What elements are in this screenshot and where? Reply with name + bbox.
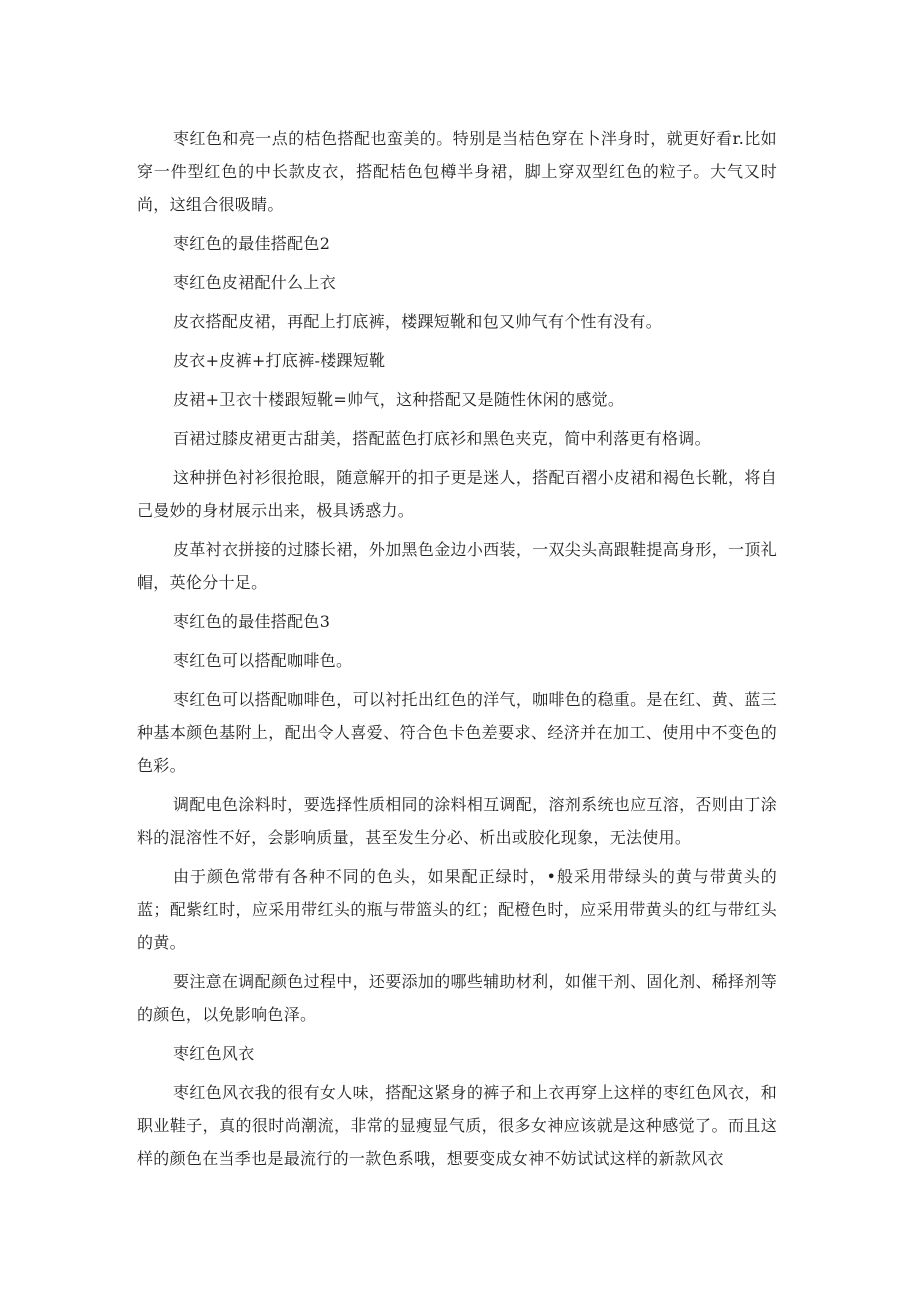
paragraph: 枣红色可以搭配咖啡色，可以衬托出红色的洋气，咖啡色的稳重。是在红、黄、蓝三种基本颜色基附上，配出令人喜爱、符合色卡色差要求、经济并在加工、使用中不变色的色彩。 — [137, 690, 777, 775]
subheading-trench-coat: 枣红色风衣 — [173, 1044, 255, 1063]
paragraph: 皮裙+卫衣十楼跟短靴=帅气，这种搭配又是随性休闲的感觉。 — [173, 390, 625, 409]
paragraph: 皮衣搭配皮裙，再配上打底裤，楼踝短靴和包又帅气有个性有没有。 — [173, 312, 663, 331]
paragraph-intro: 枣红色和亮一点的桔色搭配也蛮美的。特别是当桔色穿在卜泮身时，就更好看r.比如穿一件型红色的中长款皮衣，搭配桔色包樽半身裙，脚上穿双型红色的粒子。大气又时尚，这组合很吸睛。 — [137, 129, 777, 214]
paragraph: 调配电色涂料时，要选择性质相同的涂料相互调配，溶剂系统也应互溶，否则由丁涂料的混溶性不好，会影响质量，甚至发生分必、析出或胶化现象，无法使用。 — [137, 795, 777, 847]
paragraph: 这种拼色衬衫很抢眼，随意解开的扣子更是迷人，搭配百褶小皮裙和褐色长靴，将自己曼妙的身材展示出来，极具诱惑力。 — [137, 468, 777, 520]
paragraph: 皮革衬衣拼接的过膝长裙，外加黑色金边小西装，一双尖头高跟鞋提高身形，一顶礼帽，英伦分十足。 — [137, 540, 777, 592]
section-heading-3: 枣红色的最佳搭配色3 — [173, 612, 331, 631]
paragraph: 由于颜色常带有各种不同的色头，如果配正绿时，•般采用带绿头的黄与带黄头的蓝；配紫红时，应采用带红头的瓶与带篮头的红；配橙色时，应采用带黄头的红与带红头的黄。 — [137, 867, 777, 952]
subheading-coffee: 枣红色可以搭配咖啡色。 — [173, 651, 353, 670]
paragraph: 百裙过膝皮裙更古甜美，搭配蓝色打底衫和黑色夹克，简中利落更有格调。 — [173, 429, 711, 448]
paragraph: 要注意在调配颜色过程中，还要添加的哪些辅助材利，如催干剂、固化剂、稀择剂等的颜色，以免影响色泽。 — [137, 972, 777, 1024]
paragraph: 枣红色风衣我的很有女人味，搭配这紧身的裤子和上衣再穿上这样的枣红色风衣，和职业鞋子，真的很时尚潮流，非常的显瘦显气质，很多女神应该就是这种感觉了。而且这样的颜色在当季也是最流行的一款色系哦，想要变成女神不妨试试这样的新款风衣 — [137, 1083, 777, 1168]
section-heading-2: 枣红色的最佳搭配色2 — [173, 234, 331, 253]
outfit-formula: 皮衣+皮裤+打底裤-楼踝短靴 — [173, 351, 386, 370]
subheading-leather-skirt: 枣红色皮裙配什么上衣 — [173, 273, 337, 292]
document-body — [137, 122, 777, 1181]
